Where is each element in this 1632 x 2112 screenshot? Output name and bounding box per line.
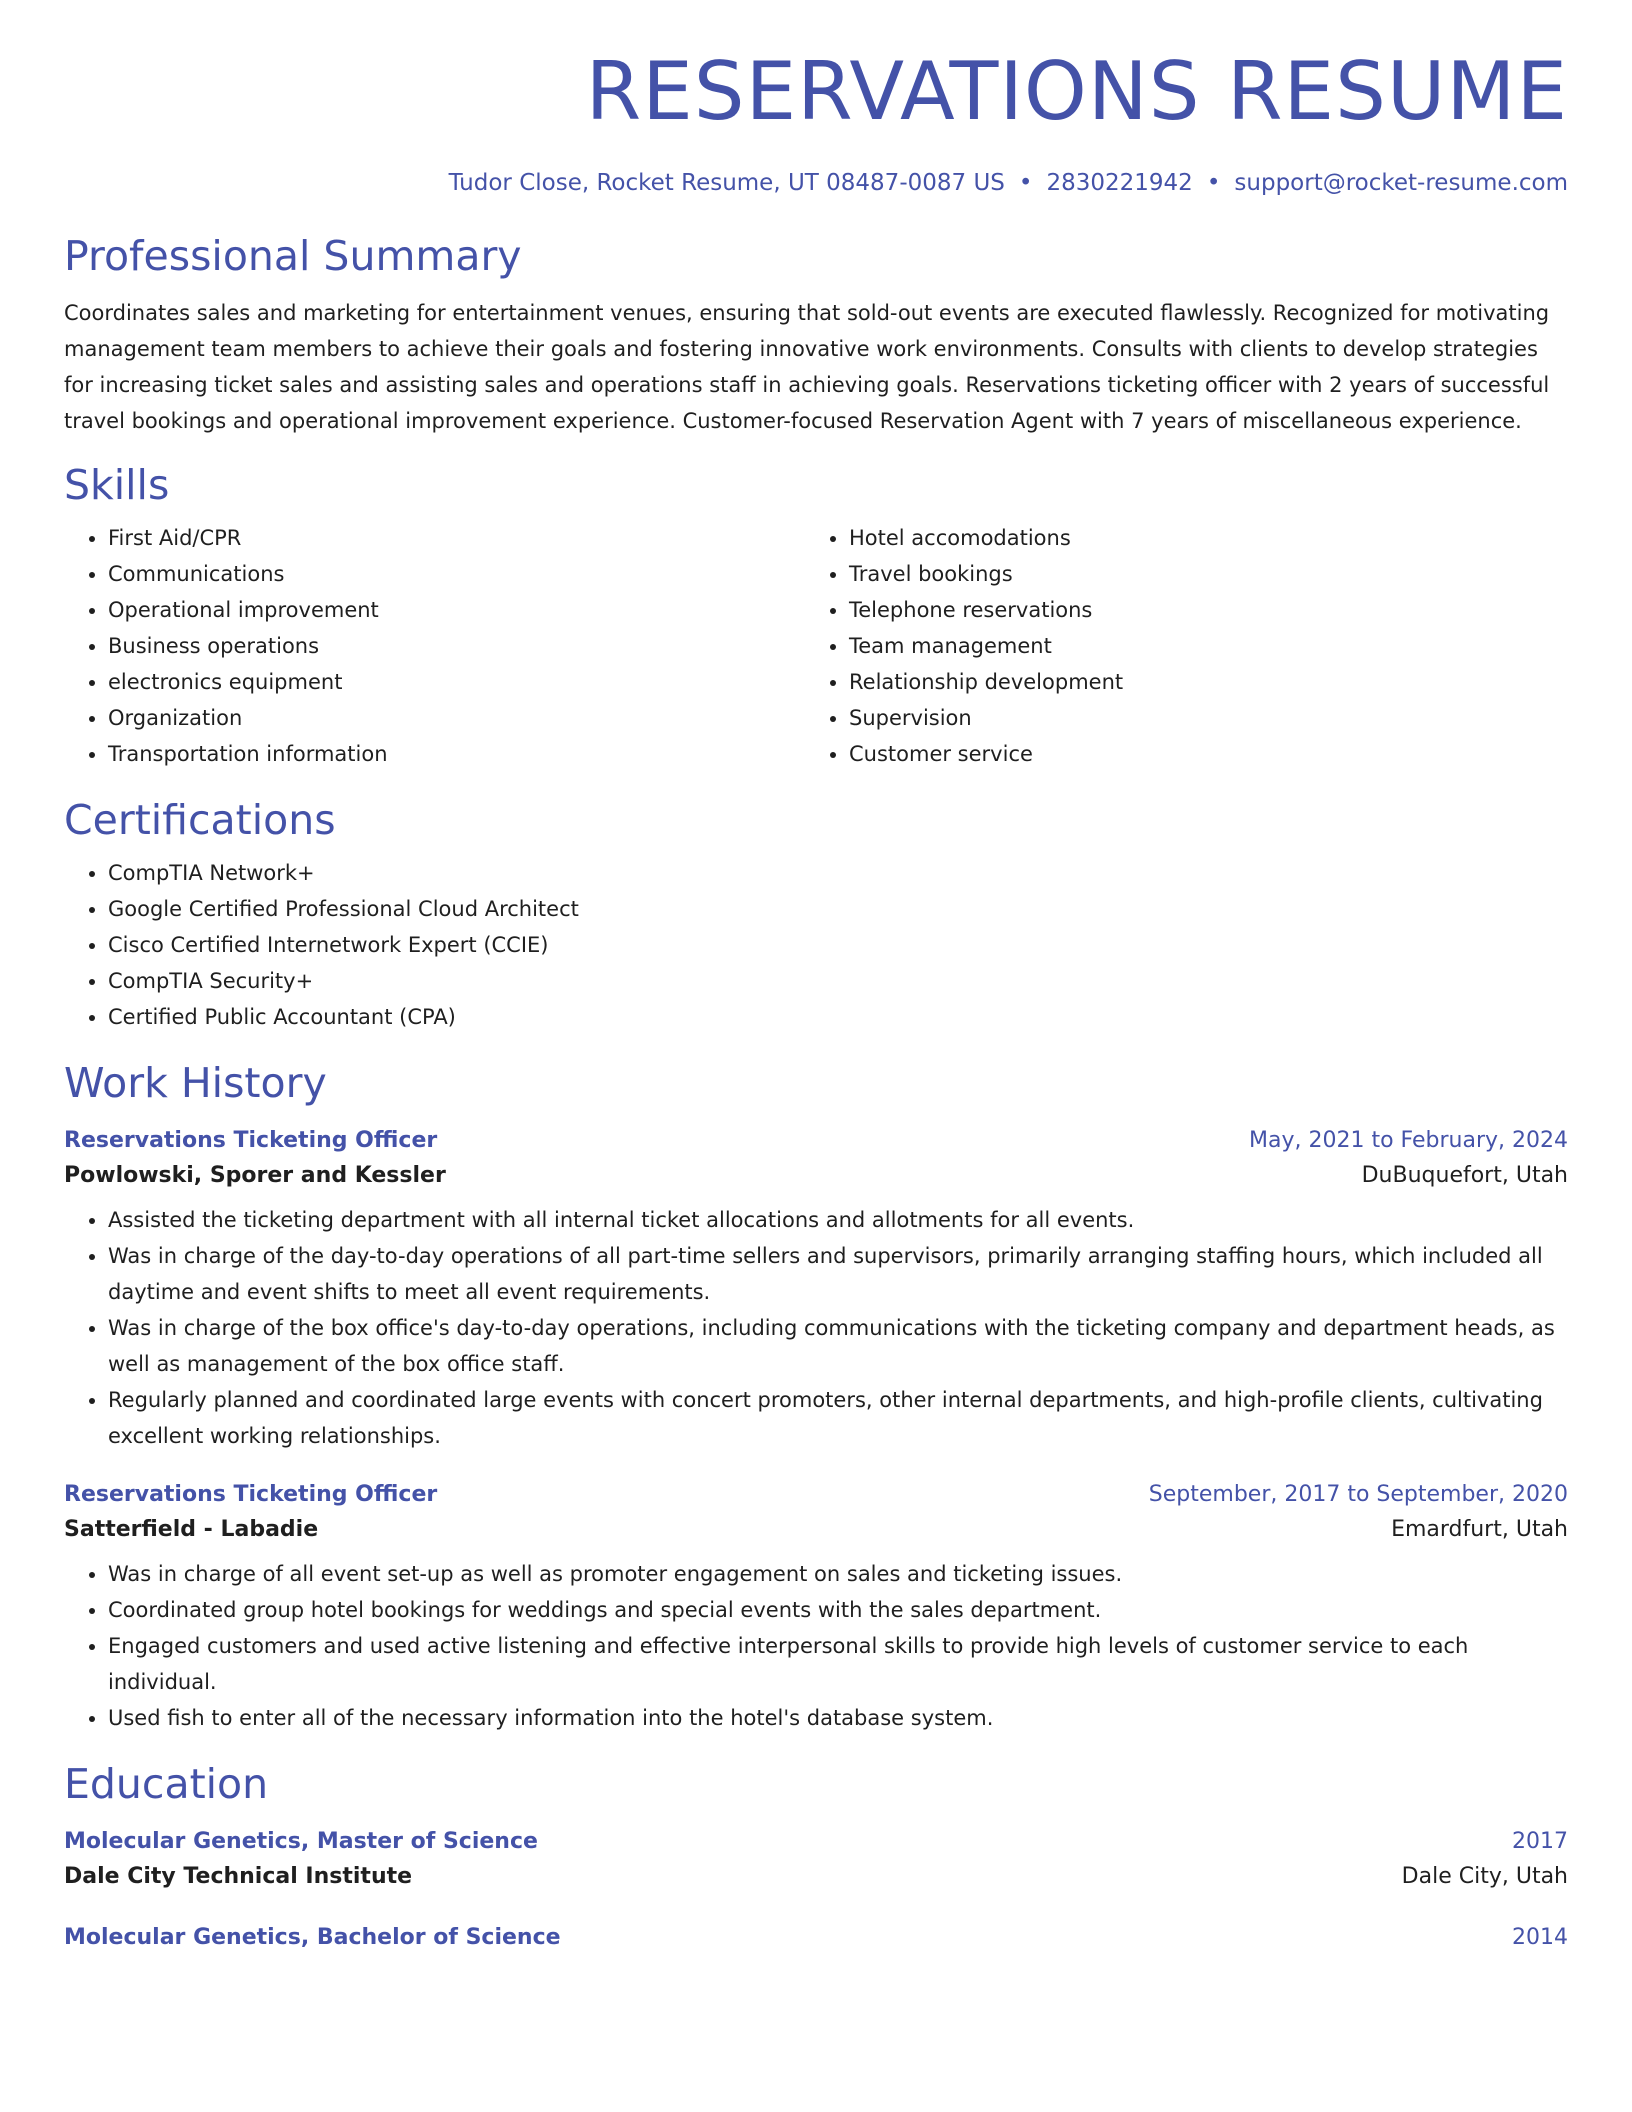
skill-item: • Customer service xyxy=(849,736,1568,772)
certification-item: • CompTIA Security+ xyxy=(108,963,1568,999)
education-degree-row xyxy=(64,1925,1568,1950)
skill-item: • Organization xyxy=(108,700,805,736)
job-bullet: • Regularly planned and coordinated large events with concert promoters, other internal departments, and high-profile clients, cultivating excellent working relationships. xyxy=(108,1382,1568,1454)
job-title-row xyxy=(64,1128,1568,1153)
education-year: 2014 xyxy=(1512,1925,1568,1951)
skill-item: • Operational improvement xyxy=(108,592,805,628)
skills-list-left xyxy=(64,520,805,772)
job-company-row xyxy=(64,1517,1568,1542)
work-history-section xyxy=(64,1061,1568,1736)
skill-item: • Hotel accomodations xyxy=(849,520,1568,556)
summary-text: Coordinates sales and marketing for entertainment venues, ensuring that sold-out events are executed flawlessly. Recognized for motivating management team members to achieve their goals and fostering innovative work environments. Consults with clients to develop strategies for increasing ticket sales and assisting sales and operations staff in achieving goals. Reservations ticketing officer with 2 years of successful travel bookings and operational improvement experience. Customer-focused Reservation Agent with 7 years of miscellaneous experience. xyxy=(64,301,1550,434)
contact-email: support@rocket-resume.com xyxy=(1234,170,1568,196)
job-bullet: • Was in charge of the box office's day-to-day operations, including communications with the ticketing company and department heads, as well as management of the box office staff. xyxy=(108,1310,1568,1382)
certification-item: • CompTIA Network+ xyxy=(108,855,1568,891)
job-bullet: • Coordinated group hotel bookings for weddings and special events with the sales department. xyxy=(108,1592,1568,1628)
skill-item: • Supervision xyxy=(849,700,1568,736)
job-entry xyxy=(64,1482,1568,1736)
contact-address: Tudor Close, Rocket Resume, UT 08487-0087 US xyxy=(448,170,1005,196)
skills-list-right xyxy=(805,520,1568,772)
section-title-education: Education xyxy=(64,1760,269,1809)
skill-item: • electronics equipment xyxy=(108,664,805,700)
skill-item: • Transportation information xyxy=(108,736,805,772)
education-school-row xyxy=(64,1864,1568,1889)
skills-column-right xyxy=(805,520,1568,772)
section-title-work-history: Work History xyxy=(64,1059,327,1108)
contact-phone: 2830221942 xyxy=(1046,170,1193,196)
skill-item: • Communications xyxy=(108,556,805,592)
skills-section xyxy=(64,463,1568,772)
education-entry xyxy=(64,1829,1568,1889)
job-title: Reservations Ticketing Officer xyxy=(64,1482,438,1508)
job-company: Satterfield - Labadie xyxy=(64,1517,319,1543)
job-entry xyxy=(64,1128,1568,1454)
education-section xyxy=(64,1762,1568,1950)
skill-item: • Travel bookings xyxy=(849,556,1568,592)
job-title: Reservations Ticketing Officer xyxy=(64,1128,438,1154)
section-title-skills: Skills xyxy=(64,461,170,510)
contact-separator: • xyxy=(1206,170,1221,196)
resume-header xyxy=(64,0,1568,196)
summary-section xyxy=(64,234,1568,439)
job-dates: September, 2017 to September, 2020 xyxy=(1148,1482,1568,1508)
contact-line xyxy=(64,170,1568,196)
skill-item: • Business operations xyxy=(108,628,805,664)
certification-item: • Cisco Certified Internetwork Expert (CCIE) xyxy=(108,927,1568,963)
education-degree-row xyxy=(64,1829,1568,1854)
job-bullet: • Was in charge of the day-to-day operations of all part-time sellers and supervisors, primarily arranging staffing hours, which included all daytime and event shifts to meet all event requirements. xyxy=(108,1238,1568,1310)
job-bullet: • Assisted the ticketing department with all internal ticket allocations and allotments for all events. xyxy=(108,1202,1568,1238)
skill-item: • Telephone reservations xyxy=(849,592,1568,628)
education-location: Dale City, Utah xyxy=(1401,1864,1568,1890)
education-degree: Molecular Genetics, Bachelor of Science xyxy=(64,1925,561,1951)
job-bullets xyxy=(64,1202,1568,1454)
skill-item: • Team management xyxy=(849,628,1568,664)
skill-item: • First Aid/CPR xyxy=(108,520,805,556)
skill-item: • Relationship development xyxy=(849,664,1568,700)
education-entry xyxy=(64,1925,1568,1950)
section-title-certifications: Certifications xyxy=(64,796,336,845)
skills-column-left xyxy=(64,520,805,772)
education-year: 2017 xyxy=(1512,1829,1568,1855)
contact-separator: • xyxy=(1018,170,1033,196)
job-bullet: • Was in charge of all event set-up as well as promoter engagement on sales and ticketing issues. xyxy=(108,1556,1568,1592)
job-company-row xyxy=(64,1163,1568,1188)
job-bullets xyxy=(64,1556,1568,1736)
certification-item: • Google Certified Professional Cloud Architect xyxy=(108,891,1568,927)
certifications-section xyxy=(64,798,1568,1035)
job-title-row xyxy=(64,1482,1568,1507)
section-title-summary: Professional Summary xyxy=(64,232,522,280)
candidate-name: RESERVATIONS RESUME xyxy=(585,45,1568,138)
job-company: Powlowski, Sporer and Kessler xyxy=(64,1163,446,1189)
job-bullet: • Engaged customers and used active listening and effective interpersonal skills to provide high levels of customer service to each individual. xyxy=(108,1628,1568,1700)
job-location: DuBuquefort, Utah xyxy=(1361,1163,1568,1189)
job-bullet: • Used fish to enter all of the necessary information into the hotel's database system. xyxy=(108,1700,1568,1736)
skills-columns xyxy=(64,520,1568,772)
education-degree: Molecular Genetics, Master of Science xyxy=(64,1829,538,1855)
job-location: Emardfurt, Utah xyxy=(1391,1517,1568,1543)
certification-item: • Certified Public Accountant (CPA) xyxy=(108,999,1568,1035)
job-dates: May, 2021 to February, 2024 xyxy=(1249,1128,1568,1154)
certifications-list xyxy=(64,855,1568,1035)
education-school: Dale City Technical Institute xyxy=(64,1864,413,1890)
